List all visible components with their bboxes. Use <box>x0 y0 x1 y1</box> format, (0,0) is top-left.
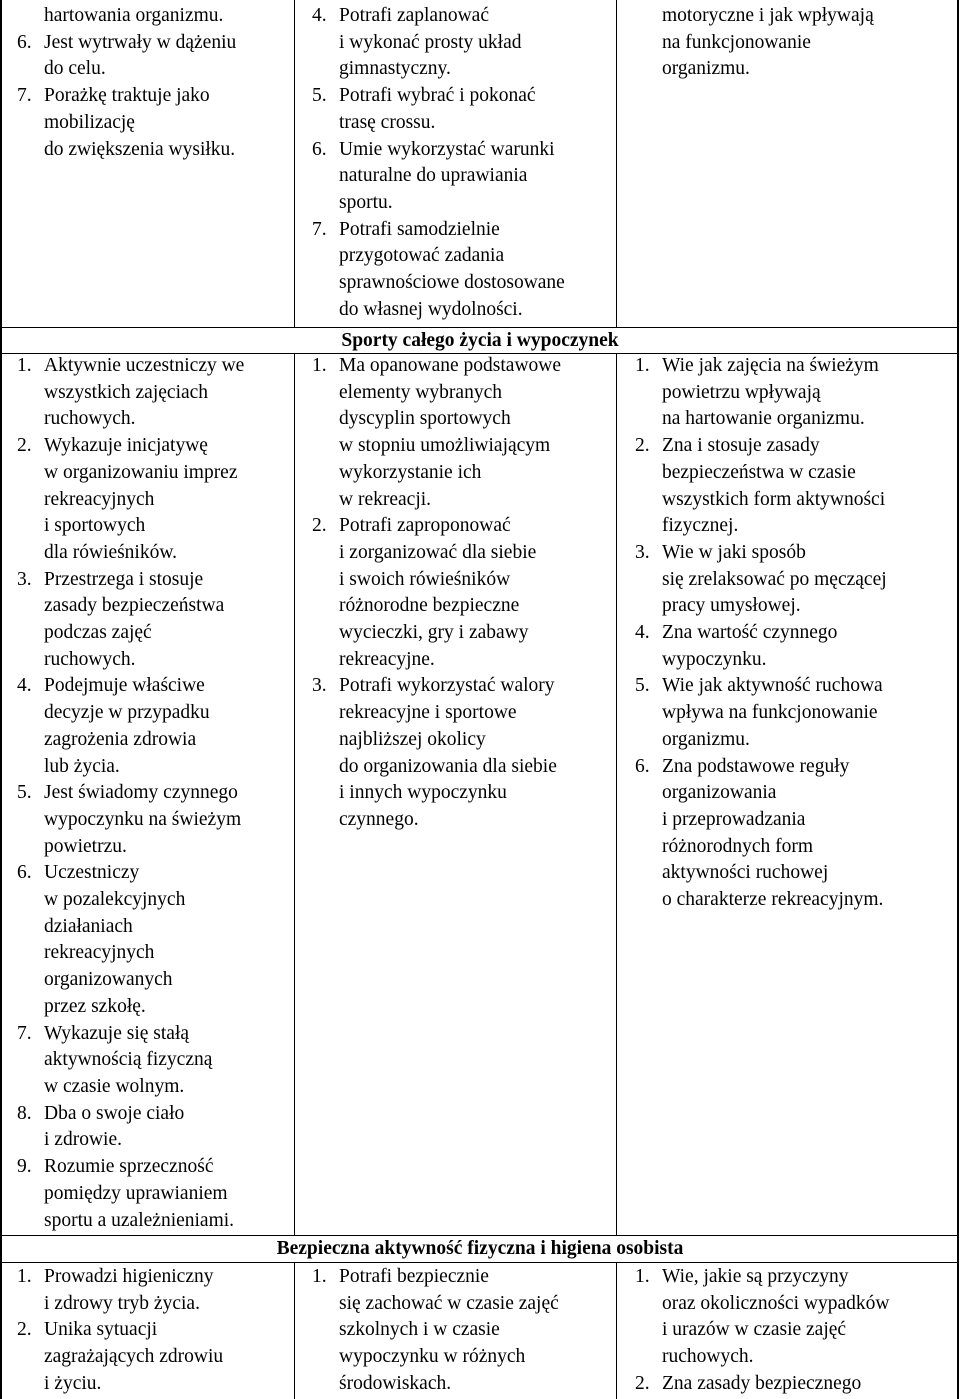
item-text-line: aktywnością fizyczną <box>44 1049 213 1071</box>
item-text-line: ruchowych. <box>44 408 136 430</box>
list-item <box>312 353 615 513</box>
item-text <box>339 673 615 833</box>
item-text-line: przygotować zadania <box>339 245 505 267</box>
item-text-line: Potrafi wybrać i pokonać <box>339 85 536 107</box>
item-text <box>44 1154 292 1234</box>
table-cell <box>312 1264 615 1398</box>
section-header: Bezpieczna aktywność fizyczna i higiena osobista <box>276 1238 684 1259</box>
item-text-line: wszystkich form aktywności <box>662 488 886 510</box>
list-item <box>312 3 615 83</box>
item-text-line: w pozalekcyjnych <box>44 889 186 911</box>
list-item <box>17 30 292 83</box>
item-number: 4. <box>17 675 32 697</box>
item-text-line: przez szkołę. <box>44 995 146 1017</box>
cell-text-line: motoryczne i jak wpływają <box>662 5 874 26</box>
list-item <box>17 860 292 1020</box>
item-text <box>339 1264 615 1398</box>
cell-text-line: na funkcjonowanie <box>662 31 811 53</box>
item-text-line: Potrafi zaplanować <box>339 5 489 26</box>
item-number: 1. <box>312 355 327 376</box>
item-text-line: Podejmuje właściwe <box>44 675 205 697</box>
item-text-line: Przestrzega i stosuje <box>44 568 204 590</box>
table-border-left <box>0 0 2 1399</box>
table-cell <box>635 1264 955 1398</box>
item-text-line: sportu. <box>339 191 393 213</box>
item-text-line: szkolnych i w czasie <box>339 1319 500 1341</box>
item-text-line: się zachować w czasie zajęć <box>339 1292 559 1314</box>
item-text-line: rekreacyjnych <box>44 488 155 510</box>
item-number: 6. <box>17 31 32 53</box>
item-text-line: rekreacyjne. <box>339 648 435 670</box>
item-text-line: i zdrowie. <box>44 1129 122 1151</box>
table-cell <box>17 3 292 163</box>
item-number: 7. <box>17 85 32 107</box>
item-text-line: i zdrowy tryb życia. <box>44 1292 200 1314</box>
item-text-line: do zwiększenia wysiłku. <box>44 138 236 160</box>
item-text <box>44 1317 292 1397</box>
item-text <box>339 83 615 136</box>
item-text <box>44 353 292 433</box>
item-text-line: i innych wypoczynku <box>339 782 507 804</box>
list-item <box>312 673 615 833</box>
item-text-line: powietrzu. <box>44 835 127 857</box>
item-number: 6. <box>312 138 327 160</box>
item-text-line: w organizowaniu imprez <box>44 461 238 483</box>
item-text <box>44 1021 292 1101</box>
item-text-line: fizycznej. <box>662 515 739 537</box>
item-text-line: ruchowych. <box>662 1346 754 1368</box>
list-item <box>17 1101 292 1154</box>
item-text <box>662 353 955 433</box>
column-divider-2 <box>616 0 617 328</box>
list-item <box>312 217 615 324</box>
list-item <box>635 433 955 540</box>
item-text-line: elementy wybranych <box>339 381 502 403</box>
item-text-line: i urazów w czasie zajęć <box>662 1319 847 1341</box>
item-text-line: zagrażających zdrowiu <box>44 1346 224 1368</box>
item-text-line: organizowania <box>662 782 777 804</box>
item-text-line: ruchowych. <box>44 648 136 670</box>
item-number: 5. <box>635 675 650 697</box>
item-text <box>44 433 292 567</box>
item-text-line: organizowanych <box>44 969 173 991</box>
item-text <box>339 3 615 83</box>
item-text <box>44 30 292 83</box>
list-item <box>17 1154 292 1234</box>
list-item <box>17 673 292 780</box>
list-item <box>312 137 615 217</box>
table-cell <box>17 353 292 1234</box>
item-text-line: środowiskach. <box>339 1372 452 1394</box>
item-text-line: różnorodne bezpieczne <box>339 595 520 617</box>
item-text-line: pomiędzy uprawianiem <box>44 1182 228 1204</box>
item-text-line: wycieczki, gry i zabawy <box>339 622 529 644</box>
item-text-line: i życiu. <box>44 1372 102 1394</box>
item-text-line: Rozumie sprzeczność <box>44 1156 214 1178</box>
item-text-line: do organizowania dla siebie <box>339 755 557 777</box>
item-number: 6. <box>635 755 650 777</box>
item-text-line: różnorodnych form <box>662 835 814 857</box>
numbered-list <box>17 353 292 1234</box>
list-item <box>312 513 615 673</box>
list-item <box>312 83 615 136</box>
table-cell <box>635 3 955 83</box>
item-number: 4. <box>635 622 650 644</box>
item-text <box>44 673 292 780</box>
item-text-line: pracy umysłowej. <box>662 595 801 617</box>
item-text <box>44 860 292 1020</box>
item-text-line: Wie, jakie są przyczyny <box>662 1266 849 1287</box>
item-text-line: Potrafi zaproponować <box>339 515 511 537</box>
item-text-line: rekreacyjnych <box>44 942 155 964</box>
item-text-line: Wie jak aktywność ruchowa <box>662 675 883 697</box>
item-number: 3. <box>17 568 32 590</box>
item-text-line: w stopniu umożliwiającym <box>339 435 551 457</box>
list-item <box>17 83 292 163</box>
item-text-line: oraz okoliczności wypadków <box>662 1292 890 1314</box>
numbered-list <box>312 3 615 323</box>
list-item <box>635 1264 955 1371</box>
section-header: Sporty całego życia i wypoczynek <box>341 330 619 351</box>
item-text-line: Unika sytuacji <box>44 1319 158 1341</box>
item-text-line: Potrafi wykorzystać walory <box>339 675 555 697</box>
item-number: 8. <box>17 1102 32 1124</box>
item-text-line: Zna podstawowe reguły <box>662 755 850 777</box>
list-item <box>17 433 292 567</box>
numbered-list <box>635 353 955 914</box>
item-text-line: aktywności ruchowej <box>662 862 829 884</box>
item-text <box>44 1101 292 1154</box>
list-item <box>17 1021 292 1101</box>
item-text-line: i swoich rówieśników <box>339 568 511 590</box>
column-divider-1 <box>294 354 295 1235</box>
item-text-line: Wie jak zajęcia na świeżym <box>662 355 879 376</box>
item-text <box>662 433 955 540</box>
item-text-line: wypoczynku. <box>662 648 767 670</box>
item-text-line: Ma opanowane podstawowe <box>339 355 562 376</box>
item-text-line: lub życia. <box>44 755 120 777</box>
item-text <box>44 1264 292 1317</box>
item-text-line: w czasie wolnym. <box>44 1075 185 1097</box>
list-item <box>635 353 955 433</box>
list-item <box>635 540 955 620</box>
table-cell <box>312 353 615 834</box>
item-text-line: o charakterze rekreacyjnym. <box>662 889 884 911</box>
column-divider-1 <box>294 1263 295 1399</box>
item-text-line: Wykazuje się stałą <box>44 1022 190 1044</box>
item-text-line: wszystkich zajęciach <box>44 381 209 403</box>
item-number: 7. <box>312 218 327 240</box>
item-text-line: dla rówieśników. <box>44 541 178 563</box>
item-number: 3. <box>312 675 327 697</box>
list-item <box>17 1264 292 1317</box>
item-text <box>662 540 955 620</box>
item-text-line: wykorzystanie ich <box>339 461 482 483</box>
item-text-line: gimnastyczny. <box>339 58 451 80</box>
item-text-line: Potrafi samodzielnie <box>339 218 500 240</box>
item-text-line: Uczestniczy <box>44 862 140 884</box>
item-text <box>662 620 955 673</box>
item-text <box>339 513 615 673</box>
item-text-line: Jest świadomy czynnego <box>44 782 238 804</box>
item-text-line: zagrożenia zdrowia <box>44 728 197 750</box>
item-text-line: Umie wykorzystać warunki <box>339 138 555 160</box>
numbered-list <box>312 353 615 834</box>
item-number: 7. <box>17 1022 32 1044</box>
list-item <box>635 620 955 673</box>
item-text-line: naturalne do uprawiania <box>339 165 528 187</box>
item-text-line: do celu. <box>44 58 106 80</box>
item-text-line: Prowadzi higieniczny <box>44 1266 214 1287</box>
table-cell <box>312 3 615 323</box>
item-text-line: trasę crossu. <box>339 111 436 133</box>
list-item <box>17 353 292 433</box>
item-text-line: i wykonać prosty układ <box>339 31 522 53</box>
item-text-line: Wie w jaki sposób <box>662 541 806 563</box>
item-number: 4. <box>312 5 327 26</box>
item-text-line: decyzje w przypadku <box>44 702 210 724</box>
list-item <box>635 673 955 753</box>
item-text <box>44 83 292 163</box>
list-item <box>17 1317 292 1397</box>
list-item <box>17 780 292 860</box>
item-text <box>339 137 615 217</box>
item-number: 1. <box>17 355 32 376</box>
item-text-line: Zna zasady bezpiecznego <box>662 1372 862 1394</box>
item-text-line: rekreacyjne i sportowe <box>339 702 517 724</box>
item-text <box>662 754 955 914</box>
list-item <box>17 567 292 674</box>
item-number: 1. <box>17 1266 32 1287</box>
column-divider-1 <box>294 0 295 328</box>
item-text-line: się zrelaksować po męczącej <box>662 568 887 590</box>
item-text-line: dyscyplin sportowych <box>339 408 511 430</box>
item-text-line: sportu a uzależnieniami. <box>44 1209 235 1231</box>
item-text <box>662 673 955 753</box>
item-text-line: wypoczynku w różnych <box>339 1346 526 1368</box>
item-text-line: Potrafi bezpiecznie <box>339 1266 489 1287</box>
numbered-list <box>312 1264 615 1398</box>
item-text-line: wpływa na funkcjonowanie <box>662 702 878 724</box>
item-text-line: bezpieczeństwa w czasie <box>662 461 856 483</box>
item-number: 2. <box>17 435 32 457</box>
item-text-line: i zorganizować dla siebie <box>339 541 537 563</box>
item-number: 3. <box>635 541 650 563</box>
item-text-line: i przeprowadzania <box>662 808 806 830</box>
item-text-line: i sportowych <box>44 515 146 537</box>
numbered-list <box>17 1264 292 1398</box>
item-number: 5. <box>312 85 327 107</box>
item-text-line: Wykazuje inicjatywę <box>44 435 208 457</box>
column-divider-2 <box>616 1263 617 1399</box>
table-cell <box>635 353 955 914</box>
item-text <box>662 1371 955 1398</box>
item-text-line: zasady bezpieczeństwa <box>44 595 225 617</box>
item-number: 2. <box>17 1319 32 1341</box>
table-cell <box>17 1264 292 1398</box>
item-text-line: Zna i stosuje zasady <box>662 435 820 457</box>
item-number: 2. <box>635 1372 650 1394</box>
item-text <box>44 567 292 674</box>
item-text-line: Porażkę traktuje jako <box>44 85 210 107</box>
item-text <box>339 217 615 324</box>
item-text <box>44 780 292 860</box>
item-text-line: organizmu. <box>662 728 750 750</box>
numbered-list <box>635 1264 955 1398</box>
item-text-line: do własnej wydolności. <box>339 298 523 320</box>
row-divider <box>0 1262 959 1263</box>
cell-text-line: organizmu. <box>662 58 750 80</box>
item-number: 1. <box>635 1266 650 1287</box>
item-number: 2. <box>635 435 650 457</box>
item-text-line: powietrzu wpływają <box>662 381 821 403</box>
item-text <box>339 353 615 513</box>
list-item <box>635 754 955 914</box>
numbered-list <box>17 30 292 164</box>
list-item <box>635 1371 955 1398</box>
item-text-line: wypoczynku na świeżym <box>44 808 242 830</box>
list-item <box>312 1264 615 1398</box>
item-text-line: sprawnościowe dostosowane <box>339 272 565 294</box>
column-divider-2 <box>616 354 617 1235</box>
table-border-right <box>957 0 959 1399</box>
item-text-line: najbliższej okolicy <box>339 728 486 750</box>
item-text <box>662 1264 955 1371</box>
item-text-line: na hartowanie organizmu. <box>662 408 865 430</box>
item-number: 1. <box>635 355 650 376</box>
item-number: 5. <box>17 782 32 804</box>
item-number: 2. <box>312 515 327 537</box>
item-text-line: Aktywnie uczestniczy we <box>44 355 245 376</box>
item-text-line: działaniach <box>44 915 133 937</box>
cell-text-line: hartowania organizmu. <box>44 5 224 26</box>
item-text-line: mobilizację <box>44 111 135 133</box>
item-text-line: czynnego. <box>339 808 419 830</box>
item-number: 9. <box>17 1156 32 1178</box>
item-text-line: Jest wytrwały w dążeniu <box>44 31 237 53</box>
item-number: 1. <box>312 1266 327 1287</box>
item-text-line: w rekreacji. <box>339 488 432 510</box>
item-text-line: Zna wartość czynnego <box>662 622 838 644</box>
item-number: 6. <box>17 862 32 884</box>
item-text-line: Dba o swoje ciało <box>44 1102 185 1124</box>
item-text-line: podczas zajęć <box>44 622 152 644</box>
